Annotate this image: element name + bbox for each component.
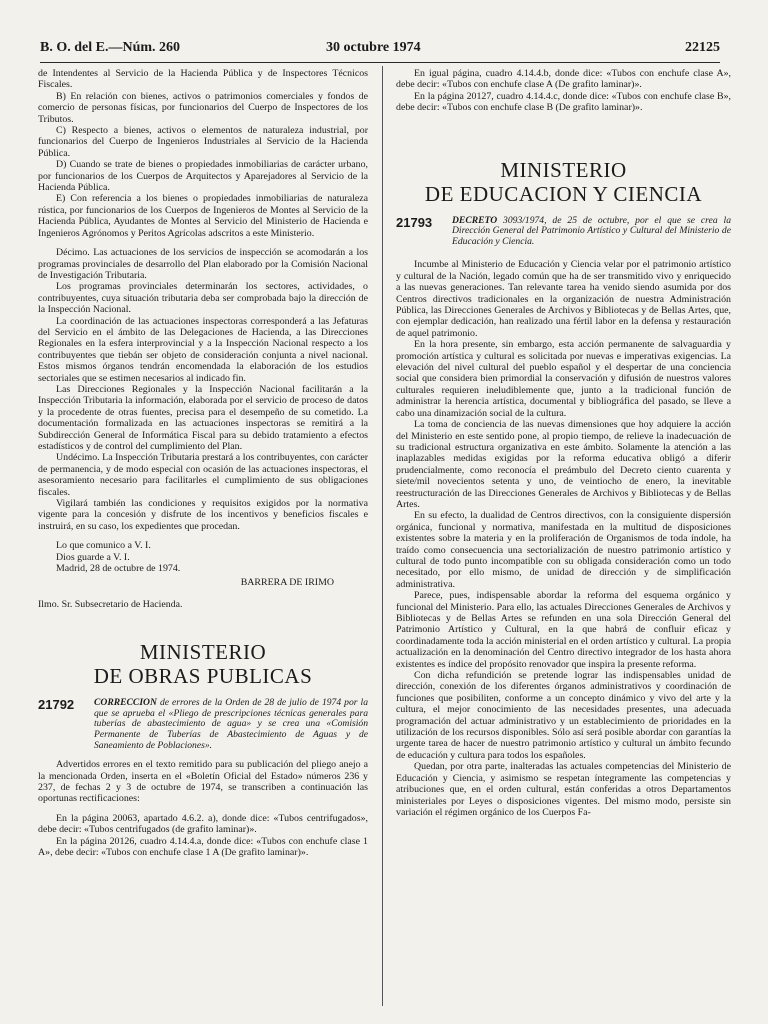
paragraph: La toma de conciencia de las nuevas dimensiones que hoy adquiere la acción del Ministerio en este sentido pone, al propio tiempo, de relieve la inadecuación de su tradicional estructura organizativa en este ámbito. Solamente la atención a las inaplazables medidas exigidas por la reforma educativa obligó a diferir prudencialmente, como reconocía el preámbulo del Decreto ciento cuarenta y siete/mil novecientos setenta y uno, de veintiocho de enero, la inevitable reestructuración de las Direcciones Generales de Archivos y Bibliotecas y de Bellas Artes. xyxy=(396,419,731,510)
decree-heading xyxy=(396,216,731,248)
signature: BARRERA DE IRIMO xyxy=(240,577,334,589)
ministry-heading-obras-publicas xyxy=(38,640,368,688)
page-header xyxy=(40,40,720,60)
decree-number: 21793 xyxy=(396,214,433,230)
left-column xyxy=(38,68,368,859)
paragraph: C) Respecto a bienes, activos o elementos de naturaleza industrial, por funcionarios del Cuerpo de Ingenieros Industriales al Servicio de la Hacienda Pública. xyxy=(38,125,368,159)
header-date: 30 octubre 1974 xyxy=(326,40,421,55)
paragraph: B) En relación con bienes, activos o patrimonios comerciales y fondos de comercio de personas físicas, por funcionarios del Cuerpo de Inspectores de los Tributos. xyxy=(38,90,368,125)
paragraph: En la página 20063, apartado 4.6.2. a), donde dice: «Tubos centrifugados», debe decir: «Tubos centrifugados (de grafito laminar)». xyxy=(38,812,368,836)
ministry-heading-educacion-ciencia xyxy=(396,158,731,206)
ministry-heading-line: DE EDUCACION Y CIENCIA xyxy=(424,181,703,206)
paragraph: En la página 20126, cuadro 4.14.4.a, donde dice: «Tubos con enchufe clase 1 A», debe decir: «Tubos con enchufe clase 1 A (De grafito laminar)». xyxy=(38,835,368,859)
decree-summary xyxy=(452,216,731,248)
header-page-number: 22125 xyxy=(685,40,720,55)
right-column xyxy=(396,68,731,818)
decree-number: 21792 xyxy=(38,697,75,713)
paragraph: Los programas provinciales determinarán los sectores, actividades, o contribuyentes, cuya situación tributaria deba ser comprobada bajo la dirección de la Inspección Nacional. xyxy=(38,281,368,316)
header-rule xyxy=(40,62,720,63)
header-issue: B. O. del E.—Núm. 260 xyxy=(40,40,181,55)
paragraph: En la página 20127, cuadro 4.14.4.c, donde dice: «Tubos con enchufe clase B», debe decir: «Tubos con enchufe clase B (De grafito laminar)». xyxy=(396,90,731,114)
paragraph: Incumbe al Ministerio de Educación y Ciencia velar por el patrimonio artístico y cultural de la Nación, legado común que ha de ser transmitido vivo y enriquecido a las nuevas generaciones. Tan relevante tarea ha venido siendo asumida por dos Centros directivos tradicionales en la organización de nuestra Administración Pública, las Direcciones Generales de Archivos y Bibliotecas y de Bellas Artes, que, con ejemplar dedicación, han realizado una fértil labor en la defensa y restauración de aquel patrimonio. xyxy=(396,259,731,339)
paragraph: Parece, pues, indispensable abordar la reforma del esquema orgánico y funcional del Ministerio. Para ello, las actuales Direcciones Generales de Archivos y Bibliotecas y de Bellas Artes se refunden en una sola Dirección General del Patrimonio Artístico y Cultural, en la que habrá de confluir eficaz y coordinadamente toda la acción ministerial en el orden artístico y cultural. La propia actualización en la denominación del Centro directivo integrador de los hasta ahora existentes es índice del propósito renovador que inspira la presente reforma. xyxy=(396,590,731,670)
decree-summary-text: 3093/1974, de 25 de octubre, por el que se crea la Dirección General del Patrimonio Artístico y Cultural del Ministerio de Educación y Ciencia. xyxy=(452,214,731,247)
addressee: Ilmo. Sr. Subsecretario de Hacienda. xyxy=(38,598,183,610)
paragraph: Vigilará también las condiciones y requisitos exigidos por la normativa vigente para la concesión y disfrute de los incentivos y beneficios fiscales e instruirá, en su caso, los expedientes que procedan. xyxy=(38,498,368,532)
paragraph: D) Cuando se trate de bienes o propiedades inmobiliarias de carácter urbano, por funcionarios de los Cuerpos de Arquitectos y Aparejadores al Servicio de la Hacienda Pública. xyxy=(38,159,368,194)
ministry-heading-line: MINISTERIO xyxy=(500,157,627,182)
paragraph: Con dicha refundición se pretende lograr las indispensables unidad de dirección, conexión de los diferentes órganos administrativos y coordinación de funciones que posibiliten, conforme a un concepto dinámico y vivo del arte y la cultura, el mejor conocimiento de las necesidades presentes, una adecuada programación del actuar administrativo y un establecimiento de prioridades en la utilización de los recursos disponibles. Sólo así será posible abordar con garantías la urgente tarea de hacer de nuestro patrimonio artístico y cultural un ámbito fecundo de educación y cultura para todos los españoles. xyxy=(396,670,731,761)
paragraph: La coordinación de las actuaciones inspectoras corresponderá a las Jefaturas del Servicio en el ámbito de las Delegaciones de Hacienda, a las Direcciones Regionales en la esfera interprovincial y a la Inspección Nacional respecto a los contribuyentes que tiebán ser objeto de consideración conjunta a nivel nacional. Estos mismos órganos tendrán encomendada la elaboración de los estudios sectoriales que se estimen necesarios al indicado fin. xyxy=(38,315,368,384)
paragraph: En la hora presente, sin embargo, esta acción permanente de salvaguardia y promoción artística y cultural es solicitada por nuevas e imperativas exigencias. La elevación del nivel cultural del pueblo español y el despertar de una conciencia social que considera bien primordial la conservación y difusión de nuestros valores culturales requieren ineludiblemente que, junto a la tradicional función de administrar la herencia artística, documental y bibliográfica del pasado, se lleve a cabo una dinamización social de la cultura. xyxy=(396,339,731,419)
closing-line: Dios guarde a V. I. xyxy=(56,551,130,563)
closing-line: Madrid, 28 de octubre de 1974. xyxy=(56,563,181,575)
paragraph: Undécimo. La Inspección Tributaria prestará a los contribuyentes, con carácter de permanencia, y de modo especial con ocasión de las actuaciones inspectoras, el asesoramiento necesario para facilitarles el cumplimiento de sus obligaciones fiscales. xyxy=(38,452,368,498)
closing-line: Lo que comunico a V. I. xyxy=(56,540,151,552)
closing-block xyxy=(38,540,368,574)
paragraph: E) Con referencia a los bienes o propiedades inmobiliarias de naturaleza rústica, por funcionarios de los Cuerpos de Ingenieros de Montes al Servicio de la Hacienda Pública, Ayudantes de Montes al Servicio del Ministerio de Hacienda e Ingenieros Agrónomos y Peritos Agrícolas adscritos a este Ministerio. xyxy=(38,193,368,239)
paragraph: Advertidos errores en el texto remitido para su publicación del pliego anejo a la mencionada Orden, inserta en el «Boletín Oficial del Estado» números 236 y 237, de fechas 2 y 3 de octubre de 1974, se transcriben a continuación las oportunas rectificaciones: xyxy=(38,759,368,805)
ministry-heading-line: DE OBRAS PUBLICAS xyxy=(93,664,313,689)
ministry-heading-line: MINISTERIO xyxy=(139,640,267,665)
paragraph: En igual página, cuadro 4.14.4.b, donde dice: «Tubos con enchufe clase A», debe decir: «Tubos con enchufe clase A (De grafito laminar)». xyxy=(396,68,731,91)
decree-lead: CORRECCION xyxy=(94,697,157,709)
paragraph: Las Direcciones Regionales y la Inspección Nacional facilitarán a la Inspección Tributaria la información, elaborada por el servicio de proceso de datos y la procedente de otras fuentes, precisa para el desempeño de su cometido. La documentación formalizada en las actuaciones inspectoras se remitirá a la Subdirección General de Informática Fiscal para su debido tratamiento a efectos estadísticos y de control del cumplimiento del Plan. xyxy=(38,383,368,452)
decree-summary xyxy=(94,698,368,751)
paragraph: Quedan, por otra parte, inalteradas las actuales competencias del Ministerio de Educación y Ciencia, y asimismo se respetan íntegramente las competencias y atribuciones que, en el orden cultural, están conferidas a otros Departamentos ministeriales por Leyes o disposiciones vigentes. Del mismo modo, persiste sin variación el régimen orgánico de los Cuerpos Fa- xyxy=(396,761,731,818)
decree-summary-text: de errores de la Orden de 28 de julio de 1974 por la que se aprueba el «Pliego de prescripciones técnicas generales para tuberías de abastecimiento de agua» y se crea una «Comisión Permanente de Tuberías de Abastecimiento de Aguas y de Saneamiento de Poblaciones». xyxy=(94,697,368,751)
decree-heading xyxy=(38,698,368,751)
paragraph: En su efecto, la dualidad de Centros directivos, con la consiguiente dispersión orgánica, funcional y normativa, manifestada en la multitud de disposiciones existentes sobre la materia y en la proliferación de Organismos de toda índole, ha traído como consecuencia una sectorialización de nuestro patrimonio artístico y cultural de todo punto incompatible con su obligada consideración como un todo necesitado, por ello mismo, de unidad de dirección y de simplificación administrativa. xyxy=(396,510,731,590)
paragraph: Décimo. Las actuaciones de los servicios de inspección se acomodarán a los programas provinciales de desarrollo del Plan elaborado por la Comisión Nacional de Investigación Tributaria. xyxy=(38,247,368,281)
decree-lead: DECRETO xyxy=(452,214,498,226)
paragraph: de Intendentes al Servicio de la Hacienda Pública y de Inspectores Técnicos Fiscales. xyxy=(38,68,368,91)
column-divider xyxy=(382,66,383,1006)
